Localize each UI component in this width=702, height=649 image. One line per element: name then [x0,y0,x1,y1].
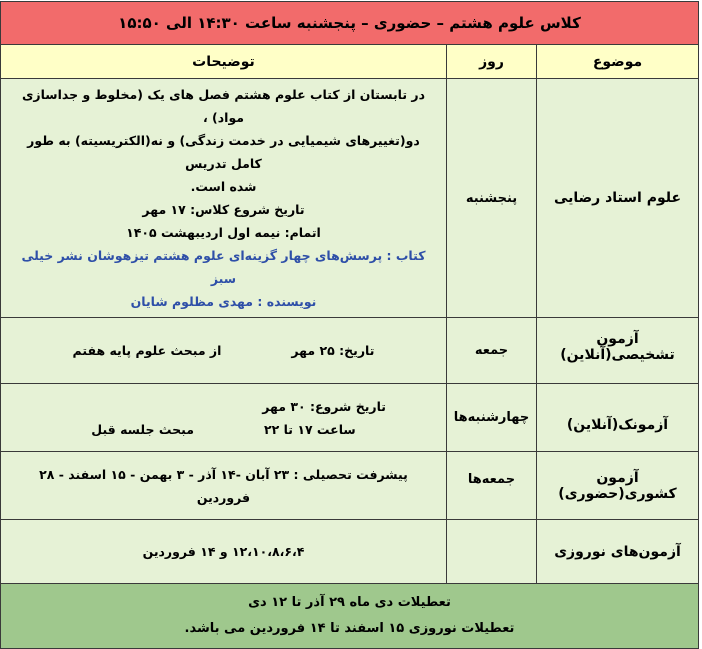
description-cell: پیشرفت تحصیلی : ۲۳ آبان -۱۴ آذر - ۳ بهمن - ۱۵ اسفند - ۲۸ فروردین [0,452,446,520]
start-date: تاریخ شروع کلاس: ۱۷ مهر [142,202,305,217]
quiz-start-date: تاریخ شروع: ۳۰ مهر [262,398,386,414]
topic-cell: آزمون تشخیصی(آنلاین) [537,318,699,384]
topic-cell: آزمونک(آنلاین) [537,384,699,452]
header-description: توضیحات [0,45,446,79]
schedule-sheet [1,1,699,636]
topic-cell: آزمون کشوری(حضوری) [537,452,699,520]
day-cell: پنجشنبه [447,79,537,318]
exam-date: تاریخ: ۲۵ مهر [291,343,375,358]
end-date: اتمام: نیمه اول اردیبهشت ۱۴۰۵ [126,225,321,240]
quiz-time: ساعت ۱۷ تا ۲۲ [263,421,356,437]
description-cell [0,318,446,384]
table-row-diagnostic-exam [0,318,698,384]
header-topic: موضوع [537,45,699,79]
day-cell: جمعه‌ها [447,452,537,520]
book-title: کتاب : پرسش‌های چهار گزینه‌ای علوم هشتم تیزهوشان نشر خیلی سبز [21,248,426,286]
day-cell: چهارشنبه‌ها [447,384,537,452]
table-row-nowruz-exams [0,520,698,584]
day-cell: جمعه [447,318,537,384]
topic-cell: علوم استاد رضایی [537,79,699,318]
holidays-cell [0,584,698,649]
description-cell [0,384,446,452]
description-line: در تابستان از کتاب علوم هشتم فصل های یک (مخلوط و جداسازی مواد) ، [21,87,426,125]
class-title: کلاس علوم هشتم – حضوری – پنجشنبه ساعت ۱۴:۳۰ الی ۱۵:۵۰ [0,2,698,45]
book-author: نویسنده : مهدی مظلوم شایان [130,294,317,309]
description-cell [0,79,446,318]
table-row-science-class [0,79,698,318]
description-line: شده است. [190,179,257,194]
table-row-quiz [0,384,698,452]
description-cell: ۱۲،۱۰،۸،۶،۴ و ۱۴ فروردین [0,520,446,584]
winter-holidays: تعطیلات دی ماه ۲۹ آذر تا ۱۲ دی [248,595,451,610]
exam-note: از مبحث علوم پایه هفتم [72,343,222,358]
header-day: روز [447,45,537,79]
description-line: دو(تغییرهای شیمیایی در خدمت زندگی) و نه(الکتریسیته) به طور کامل تدریس [27,133,420,171]
quiz-note: مبحث جلسه قبل [91,421,194,437]
topic-cell: آزمون‌های نوروزی [537,520,699,584]
nowruz-holidays: تعطیلات نوروزی ۱۵ اسفند تا ۱۴ فروردین می باشد. [184,621,515,636]
day-cell [447,520,537,584]
table-row-national-exam [0,452,698,520]
holidays-row [0,584,698,649]
title-row [0,2,698,45]
header-row [0,45,698,79]
schedule-table [0,1,699,649]
